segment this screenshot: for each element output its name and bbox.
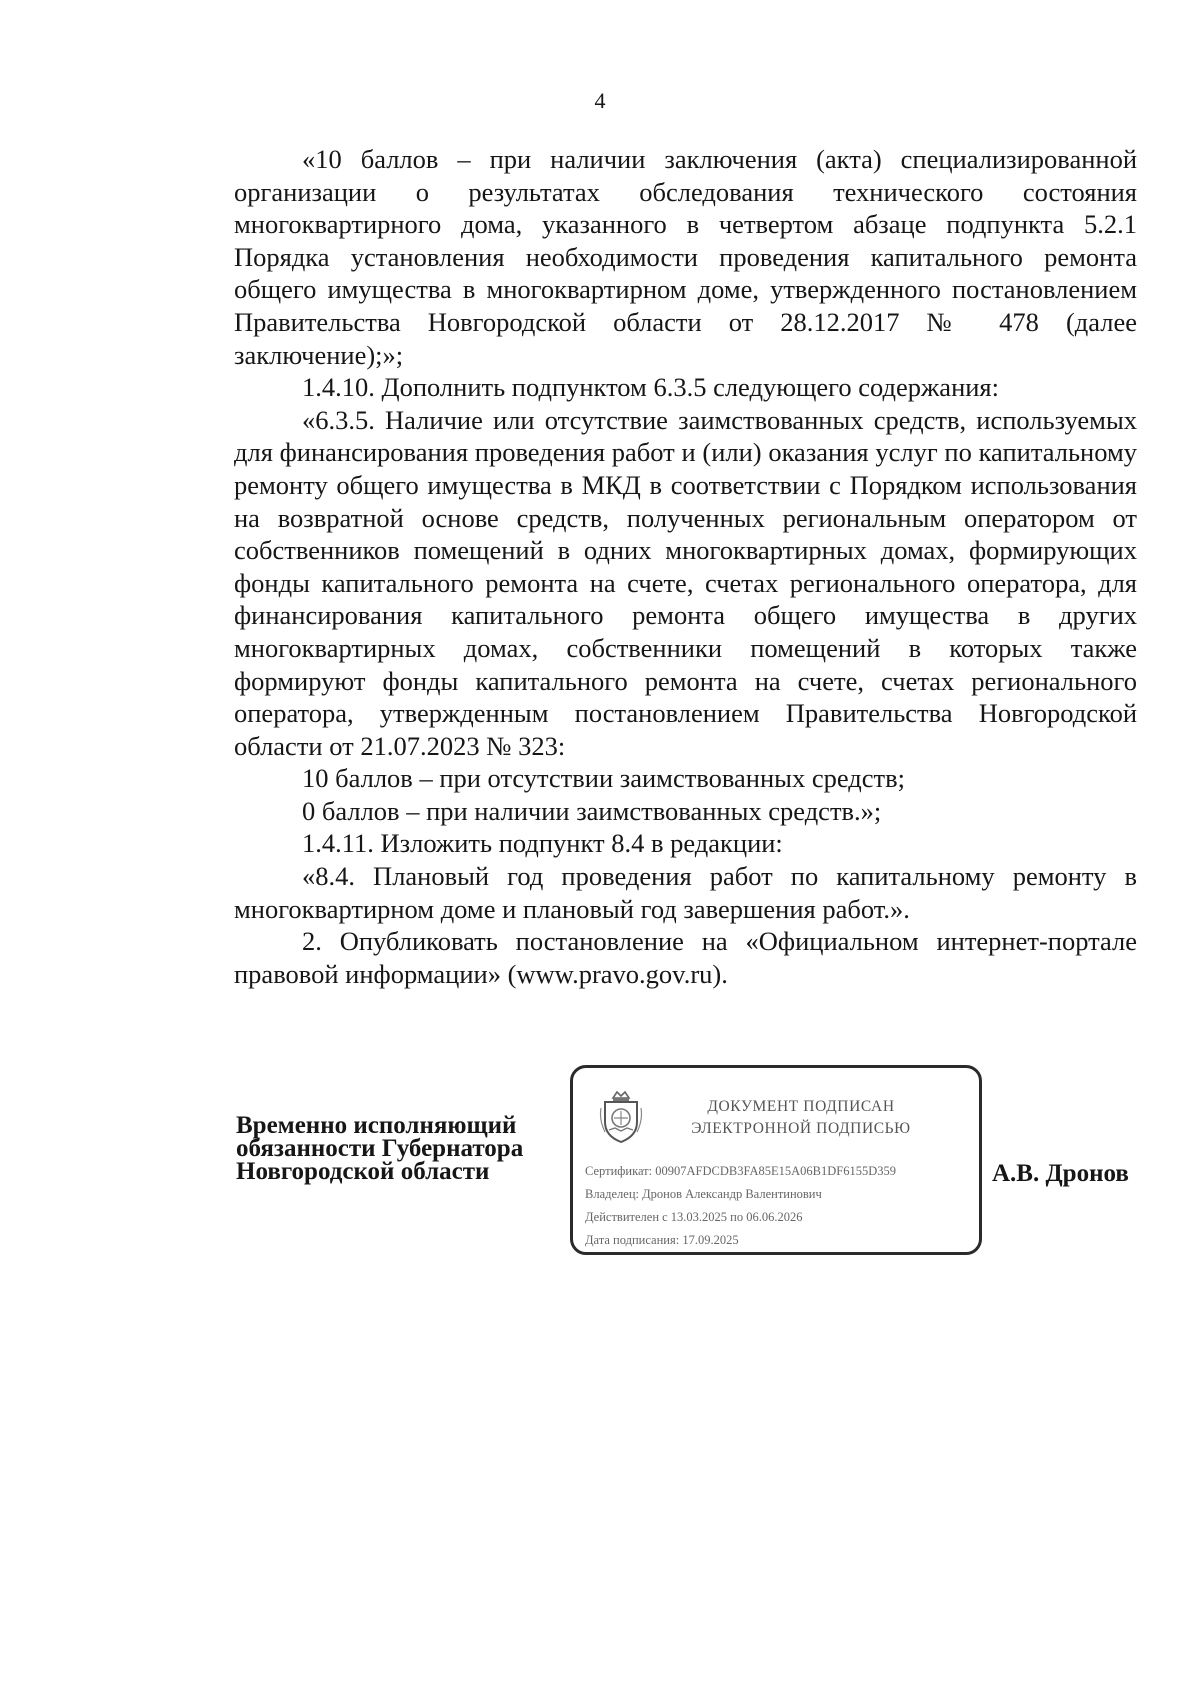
signatory-line-2: обязанности Губернатора — [236, 1135, 524, 1162]
signer-name: А.В. Дронов — [992, 1160, 1129, 1187]
page-number: 4 — [594, 88, 606, 113]
electronic-signature-stamp — [570, 1065, 982, 1255]
stamp-validity: Действителен с 13.03.2025 по 06.06.2026 — [585, 1210, 803, 1224]
document-body — [234, 143, 1137, 990]
signatory-line-1: Временно исполняющий — [236, 1112, 517, 1139]
paragraph-ten-points-conclusion: «10 баллов – при наличии заключения (акта) специализированной организации о результатах обследования технического состояния многоквартирного дома, указанного в четвертом абзаце подпункта 5.2.1 Порядка установления необходимости проведения капитального ремонта общего имущества в многоквартирном доме, утвержденного постановлением Правительства Новгородской области от 28.12.2017 № 478 (далее заключение);»; — [234, 144, 1137, 370]
stamp-details — [585, 1160, 896, 1252]
paragraph-1-4-10: 1.4.10. Дополнить подпунктом 6.3.5 следующего содержания: — [302, 372, 999, 403]
stamp-signed-date: Дата подписания: 17.09.2025 — [585, 1233, 739, 1247]
stamp-title — [671, 1096, 931, 1140]
signatory-line-3: Новгородской области — [236, 1158, 490, 1185]
paragraph-ten-points-no-borrowing: 10 баллов – при отсутствии заимствованных средств; — [302, 763, 905, 794]
paragraph-1-4-11: 1.4.11. Изложить подпункт 8.4 в редакции: — [302, 828, 783, 859]
coat-of-arms-icon — [599, 1088, 643, 1144]
paragraph-publish: 2. Опубликовать постановление на «Официальном интернет-портале правовой информации» (www.pravo.gov.ru). — [234, 926, 1137, 989]
stamp-owner: Владелец: Дронов Александр Валентинович — [585, 1187, 822, 1201]
paragraph-6-3-5: «6.3.5. Наличие или отсутствие заимствованных средств, используемых для финансирования проведения работ и (или) оказания услуг по капитальному ремонту общего имущества в МКД в соответствии с Порядком использования на возвратной основе средств, полученных региональным оператором от собственников помещений в одних многоквартирных домах, формирующих фонды капитального ремонта на счете, счетах регионального оператора, для финансирования капитального ремонта общего имущества в других многоквартирных домах, собственники помещений в которых также формируют фонды капитального ремонта на счете, счетах регионального оператора, утвержденным постановлением Правительства Новгородской области от 21.07.2023 № 323: — [234, 404, 1137, 761]
paragraph-zero-points-borrowing: 0 баллов – при наличии заимствованных средств.»; — [302, 795, 882, 826]
paragraph-8-4: «8.4. Плановый год проведения работ по капитальному ремонту в многоквартирном доме и плановый год завершения работ.». — [234, 861, 1137, 924]
stamp-title-line-1: ДОКУМЕНТ ПОДПИСАН — [707, 1098, 895, 1115]
stamp-title-line-2: ЭЛЕКТРОННОЙ ПОДПИСЬЮ — [691, 1120, 911, 1137]
stamp-certificate: Сертификат: 00907AFDCDB3FA85E15A06B1DF6155D359 — [585, 1164, 896, 1178]
signatory-title — [236, 1114, 523, 1183]
